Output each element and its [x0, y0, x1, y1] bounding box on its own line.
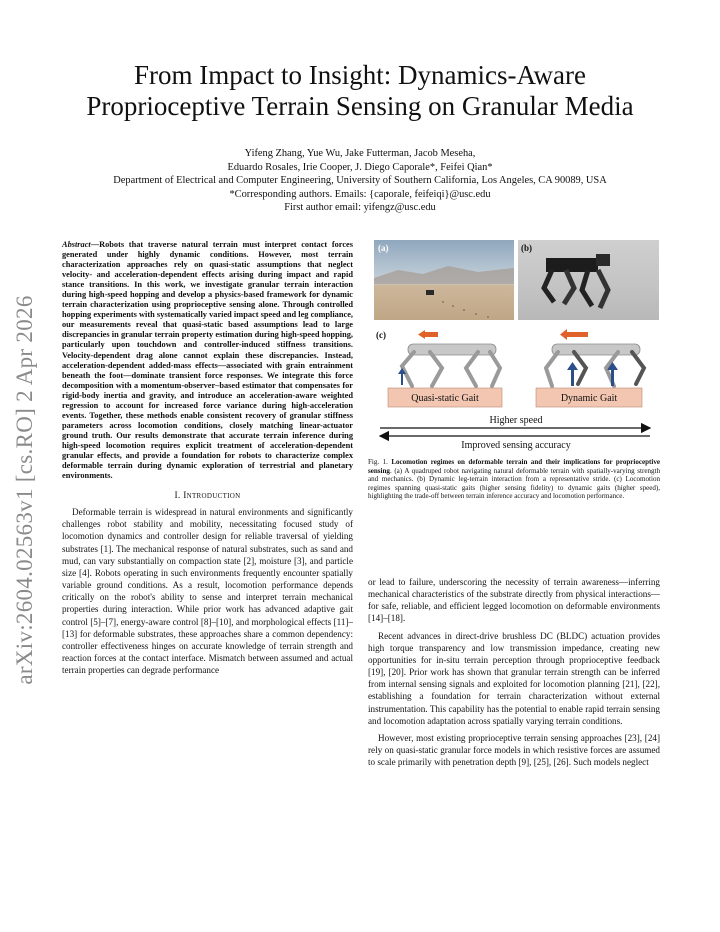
author-line-2: Eduardo Rosales, Irie Cooper, J. Diego Caporale*, Feifei Qian* — [227, 161, 493, 173]
title-line-1: From Impact to Insight: Dynamics-Aware — [134, 60, 586, 90]
corresponding-emails: *Corresponding authors. Emails: {caporale, feifeiqi}@usc.edu — [229, 188, 491, 200]
arxiv-identifier: arXiv:2604.02563v1 [cs.RO] 2 Apr 2026 — [12, 295, 37, 685]
author-block — [60, 147, 660, 215]
sensing-accuracy-label: Improved sensing accuracy — [461, 440, 571, 451]
abstract — [62, 240, 353, 481]
right-paragraph-2: Recent advances in direct-drive brushless DC (BLDC) actuation provides high torque transparency and low transmission impedance, creating new opportunities for in-situ terrain perception through proprioceptive feedback [19], [20]. Prior work has shown that granular terrain strength can be inferred from internal sensing signals and exploited for locomotion planning [21], [22], establishing a foundation for terrain characterization without external instrumentation. This capability has the potential to enable rapid terrain sensing and locomotion adaptation across spatially varying terrain conditions. — [368, 630, 660, 726]
quasi-static-gait-label: Quasi-static Gait — [411, 393, 479, 404]
panel-c-label: (c) — [376, 330, 386, 340]
affiliation: Department of Electrical and Computer Engineering, University of Southern California, Los Angeles, CA 90089, USA — [113, 175, 607, 186]
abstract-label: Abstract — [62, 240, 91, 249]
orange-arrow-left-quasi — [424, 332, 438, 337]
right-column-body — [368, 576, 660, 773]
blue-force-arrow-quasi — [401, 373, 403, 385]
paper-title — [40, 60, 680, 122]
panel-b-label: (b) — [521, 243, 532, 253]
left-column — [62, 240, 353, 676]
first-author-email: First author email: yifengz@usc.edu — [284, 202, 436, 213]
dynamic-gait-label: Dynamic Gait — [560, 393, 618, 404]
figure-1-caption — [368, 458, 660, 501]
figure-1-graphic — [368, 240, 660, 452]
section-heading-introduction: I. Introduction — [174, 491, 241, 502]
title-line-2: Proprioceptive Terrain Sensing on Granular Media — [86, 91, 634, 121]
figure-1 — [368, 240, 660, 452]
panel-b-photo — [518, 240, 659, 320]
right-paragraph-3: However, most existing proprioceptive terrain sensing approaches [23], [24] rely on quasi-static granular force models in which resistive forces are assumed to scale primarily with penetration depth [9], [25], [26]. Such models neglect — [368, 732, 660, 768]
higher-speed-label: Higher speed — [489, 415, 543, 426]
caption-label: Fig. 1. — [368, 458, 388, 466]
panel-a-label: (a) — [378, 243, 389, 253]
panel-a-photo — [374, 240, 514, 320]
quasi-static-robot-diagram — [398, 330, 500, 386]
orange-arrow-left-dynamic — [566, 332, 588, 337]
blue-force-arrow-dynamic — [571, 368, 574, 386]
right-paragraph-1: or lead to failure, underscoring the necessity of terrain awareness—inferring mechanical characteristics of the substrate directly from physical interactions—for safe, reliable, and efficient legged locomotion on deformable environments [14]–[18]. — [368, 577, 660, 624]
caption-title: Locomotion regimes on deformable terrain and their implications for proprioceptive sensing — [368, 458, 660, 475]
abstract-text: —Robots that traverse natural terrain must interpret contact forces generated under highly dynamic conditions. However, most terrain characterization approaches rely on quasi-static assumptions that neglect velocity- and acceleration-dependent effects arising during impact and rapid stance transitions. In this work, we investigate granular terrain interaction during high-speed hopping and develop a physics-based framework for dynamic terrain characterization using proprioceptive sensing alone. Through controlled hopping experiments with systematically varied impact speed and leg compliance, our measurements reveal that quasi-static based assumptions lead to large discrepancies in granular terrain property estimation during high-speed hopping, particularly upon touchdown and controller-induced stiffness transitions. Velocity-dependent drag alone cannot explain these discrepancies. Instead, acceleration-dependent added-mass effects—associated with grain entrainment beneath the foot—dominate transient force responses. We integrate this force decomposition with a momentum-observer–based estimator that compensates for rigid-body inertia and gravity, and introduce an acceleration-aware weighted regression to account for increased force variance during high-acceleration events. Together, these methods enable consistent recovery of granular stiffness parameters across locomotion conditions, closely matching linear-actuator ground truth. Our results demonstrate that accurate terrain inference during high-speed locomotion requires explicit treatment of acceleration-dependent granular effects, and provide a foundation for robots to characterize complex deformable terrain during dynamic exploration of terrestrial and planetary environments. — [62, 240, 353, 481]
caption-text: . (a) A quadruped robot navigating natural deformable terrain with spatially-varying strength and mechanics. (b) Dynamic leg-terrain interaction from a representative stride. (c) Locomotion regimes spanning quasi-static gaits (higher sensing fidelity) to dynamic gaits (higher speed), highlighting the trade-off between terrain inference accuracy and locomotion performance. — [368, 466, 660, 501]
intro-paragraph-1: Deformable terrain is widespread in natural environments and significantly challenges robot stability and mobility, necessitating focused study of locomotion dynamics and controller design for reliable traversal of yielding substrates [1]. The mechanical response of natural substrates, such as sand and mud, can vary substantially on compaction state [2], moisture [3], and particle size [4]. Robots operating in such environments frequently encounter spatially variable ground conditions. As a result, locomotion performance depends critically on the robot's ability to sense and interpret terrain mechanical properties during interaction. While prior work has advanced adaptive gait control [5]–[7], energy-aware control [8]–[10], and morphological effects [11]–[13] for deformable substrates, these approaches share a common dependency: controller effectiveness hinges on accurate knowledge of terrain strength and reaction forces at the contact interface. Mismatch between assumed and actual terrain properties can degrade performance — [62, 507, 353, 676]
right-column — [368, 240, 660, 501]
author-line-1: Yifeng Zhang, Yue Wu, Jake Futterman, Jacob Meseha, — [244, 148, 476, 159]
dynamic-robot-diagram — [546, 329, 644, 386]
